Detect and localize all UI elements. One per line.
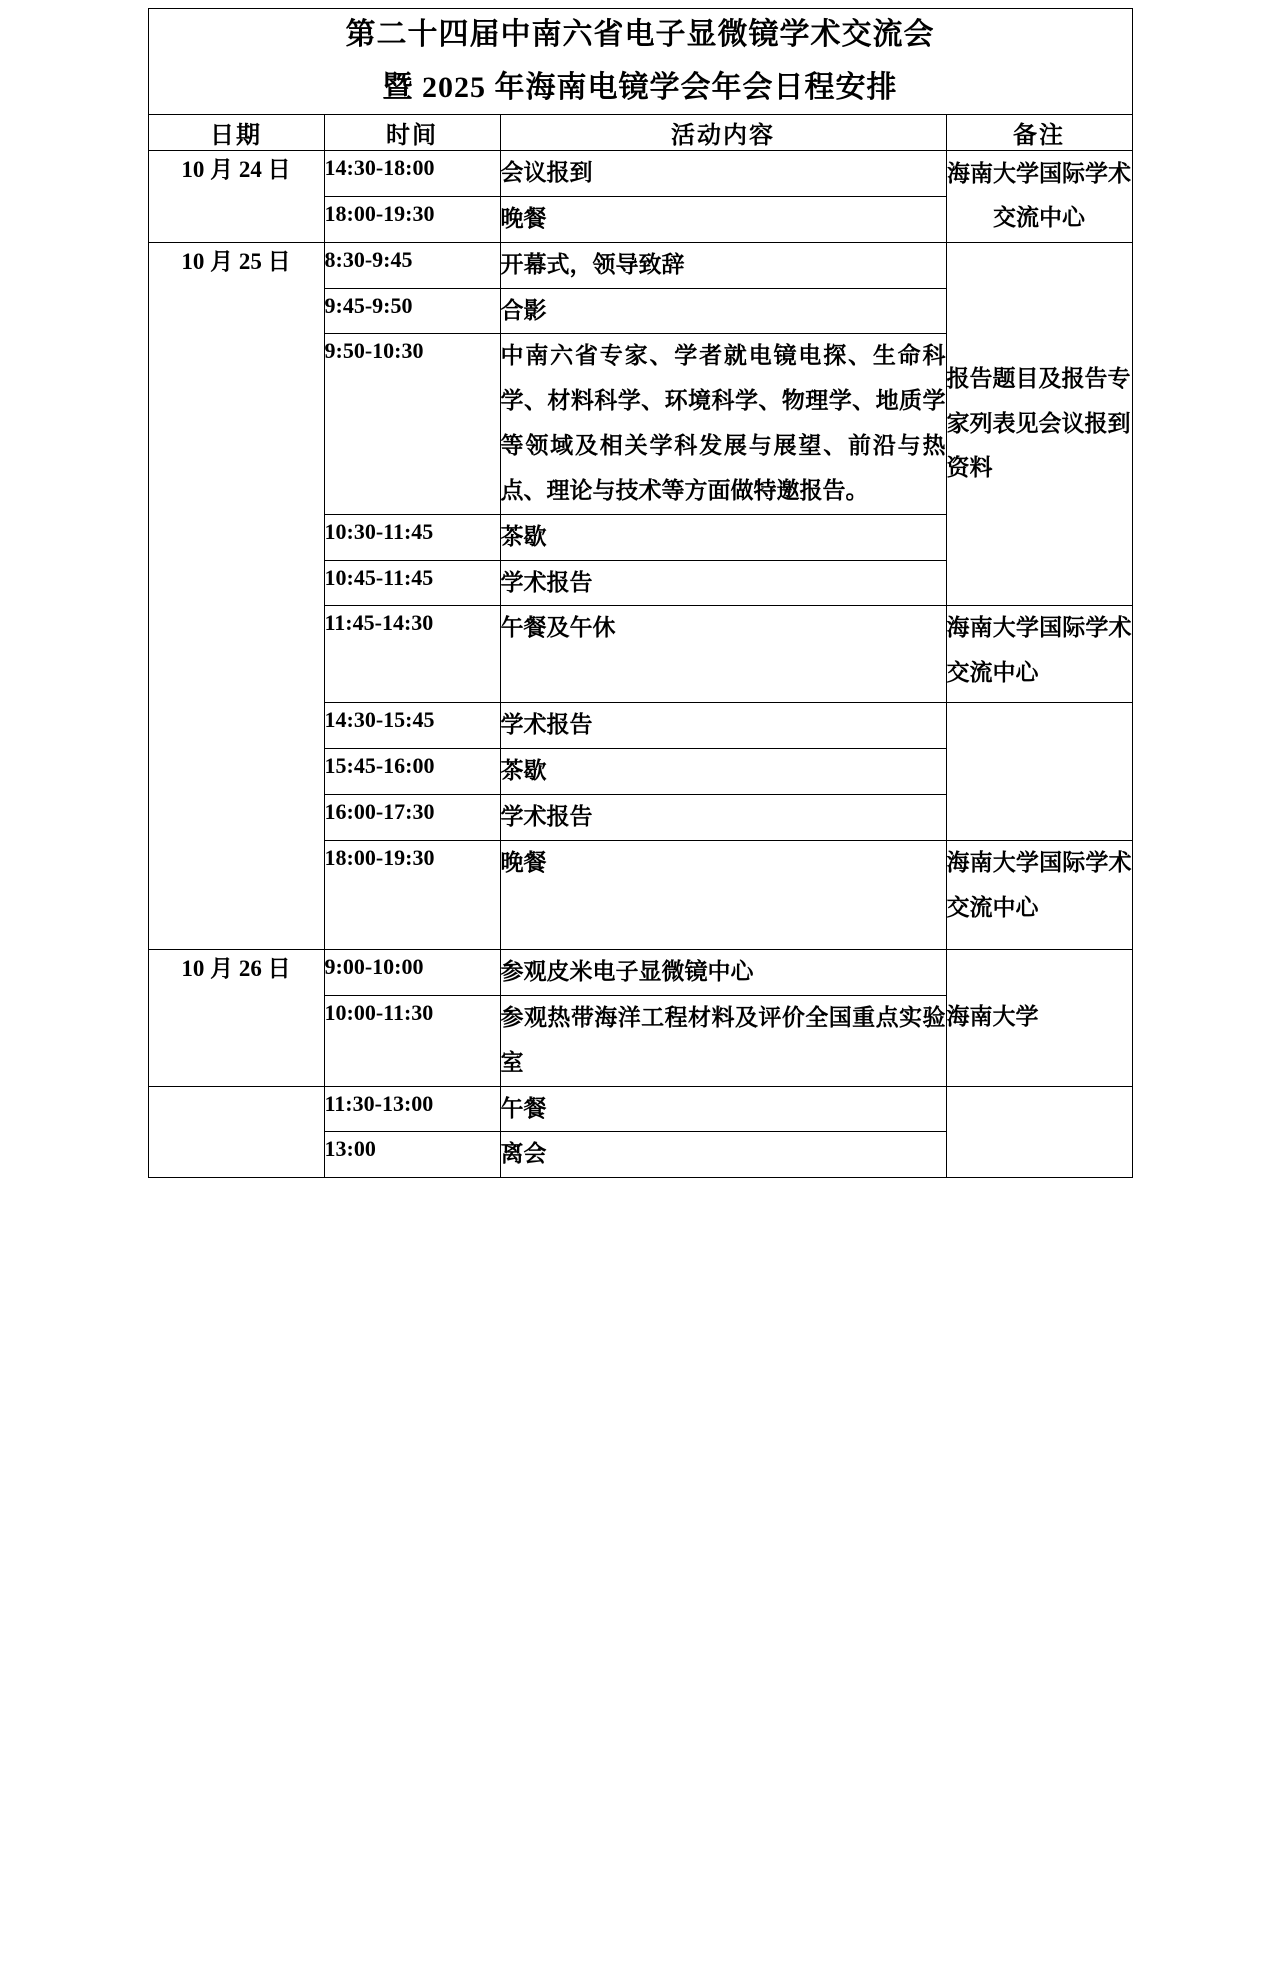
note-cell-empty [946,703,1132,841]
time-cell: 13:00 [324,1132,500,1178]
content-cell: 会议报到 [500,151,946,197]
note-cell-oct26: 海南大学 [946,949,1132,1086]
time-cell: 18:00-19:30 [324,840,500,949]
date-cell-oct26: 10 月 26 日 [148,949,324,1086]
column-header-date: 日期 [148,115,324,151]
note-cell-oct24: 海南大学国际学术交流中心 [946,151,1132,243]
content-cell: 合影 [500,288,946,334]
content-cell: 学术报告 [500,795,946,841]
time-cell: 15:45-16:00 [324,749,500,795]
content-cell: 学术报告 [500,703,946,749]
time-cell: 10:30-11:45 [324,514,500,560]
column-header-note: 备注 [946,115,1132,151]
time-cell: 10:00-11:30 [324,995,500,1086]
content-cell: 参观热带海洋工程材料及评价全国重点实验室 [500,995,946,1086]
table-title-row [148,9,1132,115]
content-cell: 参观皮米电子显微镜中心 [500,949,946,995]
table-row [148,151,1132,197]
time-cell: 11:30-13:00 [324,1086,500,1132]
document-title [148,9,1132,115]
note-cell-oct25-dinner: 海南大学国际学术交流中心 [946,840,1132,949]
table-row [148,949,1132,995]
time-cell: 9:50-10:30 [324,334,500,514]
content-cell: 午餐 [500,1086,946,1132]
content-cell: 晚餐 [500,840,946,949]
date-cell-oct25: 10 月 25 日 [148,242,324,949]
note-cell-oct25-lunch: 海南大学国际学术交流中心 [946,606,1132,703]
content-cell: 晚餐 [500,196,946,242]
date-cell-oct24: 10 月 24 日 [148,151,324,243]
content-cell: 离会 [500,1132,946,1178]
time-cell: 14:30-18:00 [324,151,500,197]
time-cell: 16:00-17:30 [324,795,500,841]
note-cell-oct25-reports: 报告题目及报告专家列表见会议报到资料 [946,242,1132,606]
schedule-table [148,8,1133,1178]
time-cell: 9:45-9:50 [324,288,500,334]
time-cell: 10:45-11:45 [324,560,500,606]
content-cell: 中南六省专家、学者就电镜电探、生命科学、材料科学、环境科学、物理学、地质学等领域及相关学科发展与展望、前沿与热点、理论与技术等方面做特邀报告。 [500,334,946,514]
column-header-content: 活动内容 [500,115,946,151]
title-line-1: 第二十四届中南六省电子显微镜学术交流会 [345,18,935,51]
column-header-time: 时间 [324,115,500,151]
content-cell: 午餐及午休 [500,606,946,703]
content-cell: 茶歇 [500,749,946,795]
time-cell: 8:30-9:45 [324,242,500,288]
content-cell: 茶歇 [500,514,946,560]
title-line-2: 暨 2025 年海南电镜学会年会日程安排 [382,70,898,104]
content-cell: 学术报告 [500,560,946,606]
table-row [148,1086,1132,1132]
table-header-row [148,115,1132,151]
content-cell: 开幕式，领导致辞 [500,242,946,288]
time-cell: 9:00-10:00 [324,949,500,995]
note-cell-empty [946,1086,1132,1178]
table-row [148,242,1132,288]
date-cell-empty [148,1086,324,1178]
time-cell: 14:30-15:45 [324,703,500,749]
time-cell: 11:45-14:30 [324,606,500,703]
time-cell: 18:00-19:30 [324,196,500,242]
